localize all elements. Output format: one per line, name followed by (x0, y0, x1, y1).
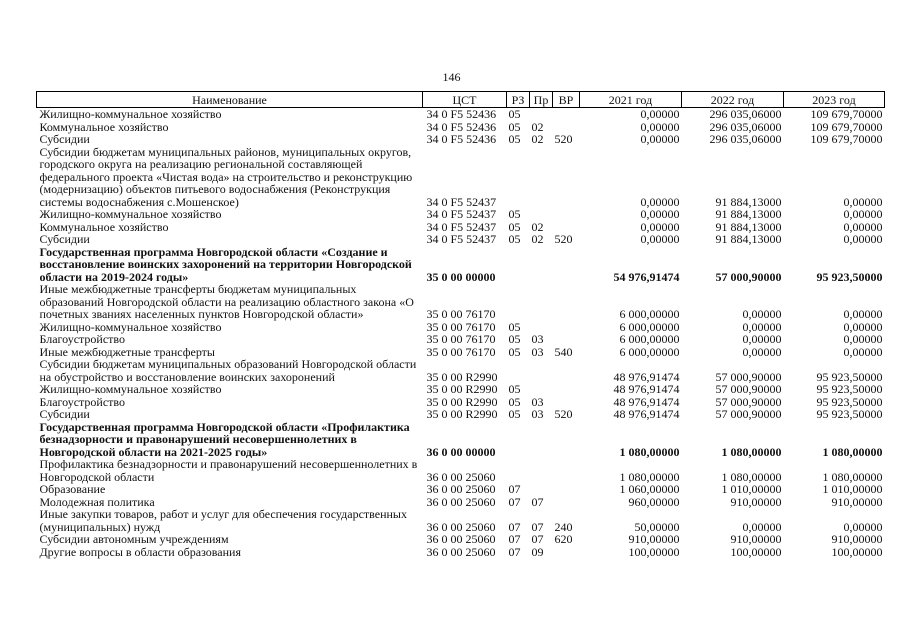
cell-vr: 240 (554, 519, 573, 534)
table-row (37, 246, 885, 284)
cell-2023: 1 080,00000 (822, 444, 883, 459)
table-row (37, 233, 885, 246)
cell-name: Иные межбюджетные трансферты (39, 344, 215, 359)
cell-name: Жилищно-коммунальное хозяйство (39, 319, 222, 334)
table-row (37, 408, 885, 421)
cell-cst: 36 0 00 25060 (426, 494, 496, 509)
cell-pr (530, 383, 553, 396)
cell-2022: 0,00000 (742, 519, 782, 534)
cell-rz: 05 (508, 407, 521, 421)
cell-2023: 95 923,50000 (816, 269, 883, 284)
cell-pr (530, 483, 553, 496)
cell-vr: 540 (554, 344, 573, 359)
cell-2022: 0,00000 (742, 319, 782, 334)
cell-name: Жилищно-коммунальное хозяйство (39, 207, 222, 221)
cell-vr (553, 496, 580, 509)
table-row (37, 208, 885, 221)
header-2021: 2021 год (580, 92, 682, 108)
cell-name: Благоустройство (39, 332, 126, 346)
cell-name: Государственная программа Новгородской области «Профилактика безнадзорности и правонарушений несовершеннолетних в Новгородской области на 2021-2025 годы» (39, 419, 410, 459)
cell-2023: 0,00000 (843, 207, 883, 221)
cell-2022: 1 080,00000 (721, 444, 782, 459)
cell-name: Коммунальное хозяйство (39, 119, 169, 134)
cell-2021: 960,00000 (628, 494, 680, 509)
cell-name: Иные межбюджетные трансферты бюджетам муниципальных образований Новгородской области на реализацию областного закона «О почетных званиях населенных пунктов Новгородской области» (39, 282, 414, 321)
cell-2023: 95 923,50000 (816, 382, 883, 396)
cell-2022: 910,00000 (730, 532, 782, 546)
table-row (37, 283, 885, 321)
cell-cst: 34 0 F5 52437 (426, 194, 497, 209)
header-vr: ВР (553, 92, 580, 108)
cell-2021: 0,00000 (640, 232, 680, 246)
table-row (37, 133, 885, 146)
cell-rz: 05 (508, 132, 521, 146)
cell-rz (507, 358, 530, 383)
cell-name: Жилищно-коммунальное хозяйство (39, 107, 222, 121)
cell-2023: 0,00000 (843, 232, 883, 246)
cell-vr: 520 (554, 232, 573, 246)
cell-cst: 35 0 00 76170 (426, 307, 496, 321)
cell-rz: 05 (508, 119, 521, 134)
cell-2021: 6 000,00000 (619, 307, 680, 321)
cell-2022: 91 884,13000 (715, 232, 782, 246)
cell-rz: 05 (508, 332, 521, 346)
cell-name: Жилищно-коммунальное хозяйство (39, 382, 222, 396)
cell-name: Субсидии бюджетам муниципальных образований Новгородской области на обустройство и восстановление воинских захоронений (39, 357, 417, 384)
cell-rz: 05 (508, 207, 521, 221)
cell-2021: 910,00000 (628, 532, 680, 546)
cell-vr: 520 (554, 407, 573, 421)
cell-name: Субсидии автономным учреждениям (39, 532, 229, 546)
cell-cst: 36 0 00 00000 (426, 444, 496, 459)
cell-cst: 36 0 00 25060 (426, 519, 496, 534)
cell-rz: 07 (508, 494, 521, 509)
table-row (37, 483, 885, 496)
header-2023: 2023 год (784, 92, 885, 108)
budget-table (36, 91, 885, 558)
cell-pr: 02 (531, 232, 544, 246)
cell-pr (530, 208, 553, 221)
cell-2021: 6 000,00000 (619, 332, 680, 346)
cell-rz (507, 246, 530, 284)
cell-rz: 07 (508, 544, 521, 559)
cell-pr (530, 458, 553, 483)
table-body (37, 108, 885, 559)
cell-name: Молодежная политика (39, 494, 155, 509)
cell-name: Профилактика безнадзорности и правонарушений несовершеннолетних в Новгородской области (39, 457, 418, 484)
cell-pr (530, 108, 553, 121)
cell-cst: 35 0 00 76170 (426, 332, 496, 346)
cell-2022: 57 000,90000 (715, 407, 782, 421)
cell-cst: 35 0 00 R2990 (426, 369, 498, 384)
cell-vr (553, 208, 580, 221)
cell-2023: 0,00000 (843, 519, 883, 534)
cell-cst: 34 0 F5 52436 (426, 132, 497, 146)
budget-table-container (36, 91, 884, 558)
cell-2021: 6 000,00000 (619, 344, 680, 359)
cell-2023: 0,00000 (843, 307, 883, 321)
cell-2023: 910,00000 (831, 532, 883, 546)
cell-name: Субсидии (39, 232, 90, 246)
cell-cst: 35 0 00 R2990 (426, 394, 498, 409)
cell-2021: 0,00000 (640, 219, 680, 234)
header-2022: 2022 год (682, 92, 784, 108)
cell-name: Государственная программа Новгородской области «Создание и восстановление воинских захоронений на территории Новгородской области на 2019-2024 годы» (39, 244, 412, 284)
header-rz: РЗ (507, 92, 530, 108)
cell-2023: 910,00000 (831, 494, 883, 509)
cell-2023: 0,00000 (843, 332, 883, 346)
cell-cst: 34 0 F5 52437 (426, 207, 497, 221)
cell-pr: 02 (531, 119, 544, 134)
cell-2021: 0,00000 (640, 207, 680, 221)
cell-rz: 05 (508, 219, 521, 234)
cell-2022: 296 035,06000 (709, 132, 782, 146)
cell-cst: 34 0 F5 52436 (426, 119, 497, 134)
table-row (37, 421, 885, 459)
cell-pr: 02 (531, 219, 544, 234)
cell-2022: 91 884,13000 (715, 207, 782, 221)
cell-2023: 95 923,50000 (816, 407, 883, 421)
cell-pr: 03 (531, 344, 544, 359)
cell-cst: 34 0 F5 52436 (426, 107, 497, 121)
cell-rz: 07 (508, 519, 521, 534)
cell-2023: 95 923,50000 (816, 369, 883, 384)
cell-vr (553, 458, 580, 483)
cell-pr: 02 (531, 132, 544, 146)
cell-name: Иные закупки товаров, работ и услуг для обеспечения государственных (муниципальных) нужд (39, 507, 407, 534)
cell-2021: 54 976,91474 (613, 269, 680, 284)
cell-pr: 07 (531, 519, 544, 534)
cell-2023: 0,00000 (843, 194, 883, 209)
cell-rz: 05 (508, 394, 521, 409)
cell-2022: 0,00000 (742, 332, 782, 346)
cell-cst: 35 0 00 R2990 (426, 382, 498, 396)
cell-2023: 100,00000 (831, 544, 883, 559)
cell-vr (553, 483, 580, 496)
cell-2023: 1 080,00000 (822, 469, 883, 484)
cell-2021: 6 000,00000 (619, 319, 680, 334)
header-name: Наименование (37, 92, 423, 108)
cell-cst: 35 0 00 00000 (426, 269, 496, 284)
cell-vr: 520 (554, 132, 573, 146)
cell-pr (530, 421, 553, 459)
cell-2022: 296 035,06000 (709, 119, 782, 134)
cell-2022: 57 000,90000 (715, 394, 782, 409)
cell-2023: 0,00000 (843, 344, 883, 359)
header-cst: ЦСТ (423, 92, 507, 108)
cell-vr (553, 333, 580, 346)
cell-cst: 35 0 00 R2990 (426, 407, 498, 421)
cell-name: Субсидии (39, 132, 90, 146)
cell-2021: 100,00000 (628, 544, 680, 559)
cell-cst: 35 0 00 76170 (426, 344, 496, 359)
cell-vr (553, 246, 580, 284)
table-row (37, 533, 885, 546)
cell-rz (507, 458, 530, 483)
cell-2021: 1 080,00000 (619, 444, 680, 459)
table-row (37, 358, 885, 383)
cell-2022: 1 010,00000 (721, 482, 782, 496)
cell-2022: 1 080,00000 (721, 469, 782, 484)
header-pr: Пр (530, 92, 553, 108)
cell-2021: 1 060,00000 (619, 482, 680, 496)
cell-2022: 57 000,90000 (715, 382, 782, 396)
table-row (37, 333, 885, 346)
table-row (37, 108, 885, 121)
cell-2021: 0,00000 (640, 119, 680, 134)
cell-2021: 0,00000 (640, 194, 680, 209)
table-row (37, 458, 885, 483)
cell-2023: 0,00000 (843, 219, 883, 234)
cell-name: Благоустройство (39, 394, 126, 409)
cell-pr: 07 (531, 494, 544, 509)
cell-pr: 09 (531, 544, 544, 559)
cell-2021: 48 976,91474 (613, 407, 680, 421)
cell-pr (530, 283, 553, 321)
cell-2022: 57 000,90000 (715, 369, 782, 384)
cell-cst: 36 0 00 25060 (426, 544, 496, 559)
cell-2023: 1 010,00000 (822, 482, 883, 496)
cell-vr (553, 321, 580, 334)
cell-pr: 03 (531, 407, 544, 421)
cell-vr (553, 546, 580, 559)
cell-rz: 05 (508, 382, 521, 396)
cell-rz (507, 421, 530, 459)
cell-2023: 0,00000 (843, 319, 883, 334)
header-row (37, 92, 885, 108)
cell-vr (553, 358, 580, 383)
cell-cst: 36 0 00 25060 (426, 469, 496, 484)
cell-2021: 50,00000 (634, 519, 680, 534)
table-row (37, 146, 885, 209)
cell-vr (553, 283, 580, 321)
cell-vr (553, 108, 580, 121)
cell-2021: 0,00000 (640, 107, 680, 121)
cell-vr (553, 383, 580, 396)
cell-2021: 48 976,91474 (613, 382, 680, 396)
cell-2021: 0,00000 (640, 132, 680, 146)
cell-pr (530, 358, 553, 383)
cell-rz: 07 (508, 532, 521, 546)
cell-2022: 57 000,90000 (715, 269, 782, 284)
cell-name: Коммунальное хозяйство (39, 219, 169, 234)
cell-name: Образование (39, 482, 106, 496)
cell-2021: 48 976,91474 (613, 394, 680, 409)
cell-vr: 620 (554, 532, 573, 546)
cell-cst: 36 0 00 25060 (426, 482, 496, 496)
cell-2023: 109 679,70000 (810, 107, 883, 121)
cell-vr (553, 421, 580, 459)
cell-vr (553, 146, 580, 209)
cell-cst: 34 0 F5 52437 (426, 232, 497, 246)
cell-cst: 34 0 F5 52437 (426, 219, 497, 234)
cell-2022: 0,00000 (742, 307, 782, 321)
table-row (37, 508, 885, 533)
cell-rz: 07 (508, 482, 521, 496)
cell-2022: 100,00000 (730, 544, 782, 559)
cell-name: Субсидии (39, 407, 90, 421)
cell-2021: 1 080,00000 (619, 469, 680, 484)
cell-pr: 03 (531, 332, 544, 346)
cell-cst: 35 0 00 76170 (426, 319, 496, 334)
cell-name: Другие вопросы в области образования (39, 544, 241, 559)
cell-2022: 0,00000 (742, 344, 782, 359)
cell-2022: 296 035,06000 (709, 107, 782, 121)
page-number: 146 (442, 70, 461, 84)
cell-pr: 07 (531, 532, 544, 546)
cell-2022: 91 884,13000 (715, 219, 782, 234)
cell-cst: 36 0 00 25060 (426, 532, 496, 546)
cell-2022: 91 884,13000 (715, 194, 782, 209)
cell-rz (507, 283, 530, 321)
cell-pr (530, 246, 553, 284)
cell-2023: 95 923,50000 (816, 394, 883, 409)
table-row (37, 546, 885, 559)
cell-2023: 109 679,70000 (810, 119, 883, 134)
cell-rz: 05 (508, 107, 521, 121)
cell-name: Субсидии бюджетам муниципальных районов, муниципальных округов, городского округа на реализацию региональной составляющей федерального проекта «Чистая вода» на строительство и реконструкцию (модернизацию) объектов питьевого водоснабжения (Реконструкция системы водоснабжения с.Мошенское) (39, 144, 413, 209)
cell-2023: 109 679,70000 (810, 132, 883, 146)
cell-pr: 03 (531, 394, 544, 409)
cell-rz: 05 (508, 344, 521, 359)
cell-2021: 48 976,91474 (613, 369, 680, 384)
table-row (37, 383, 885, 396)
cell-pr (530, 146, 553, 209)
cell-rz: 05 (508, 319, 521, 334)
cell-rz (507, 146, 530, 209)
cell-2022: 910,00000 (730, 494, 782, 509)
table-header (37, 92, 885, 108)
cell-rz: 05 (508, 232, 521, 246)
